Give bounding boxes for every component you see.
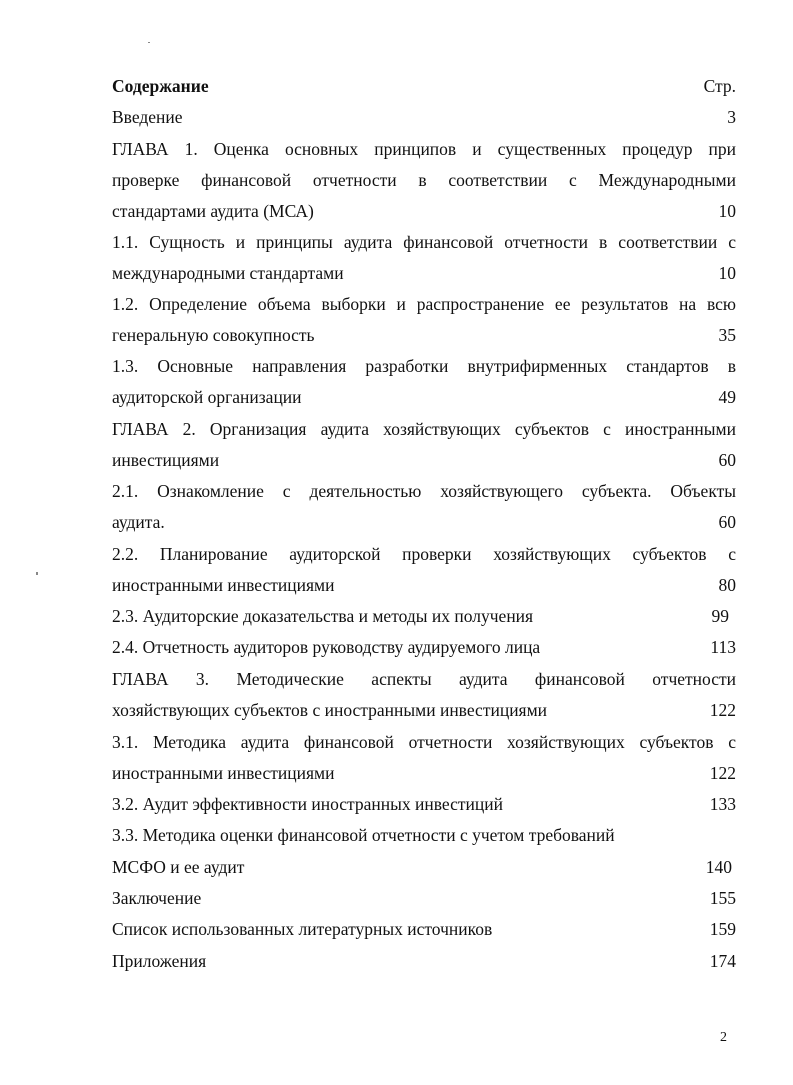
toc-entry-title: 3.3. Методика оценки финансовой отчетности с учетом требований — [112, 825, 615, 845]
toc-entry-page: 35 — [718, 325, 736, 345]
toc-entry-page: 99 — [711, 606, 729, 626]
toc-entry-chapter-1-line3 — [112, 200, 736, 222]
toc-entry-2-2-line2 — [112, 574, 736, 596]
toc-entry-page: 174 — [709, 951, 736, 971]
toc-entry-references — [112, 918, 736, 940]
page-number: 2 — [720, 1030, 727, 1045]
toc-header — [112, 75, 736, 97]
toc-entry-1-3-line2 — [112, 386, 736, 408]
toc-entry-page: 113 — [710, 637, 736, 657]
toc-entry-title: Приложения — [112, 951, 207, 971]
toc-entry-1-3-line1: 1.3. Основные направления разработки внутрифирменных стандартов в — [112, 356, 736, 376]
toc-entry-title: 3.2. Аудит эффективности иностранных инвестиций — [112, 794, 503, 814]
toc-entry-1-2-line1: 1.2. Определение объема выборки и распространение ее результатов на всю — [112, 294, 736, 314]
toc-entry-title: 2.3. Аудиторские доказательства и методы их получения — [112, 606, 534, 626]
toc-entry-page: 122 — [709, 763, 736, 783]
toc-entry-2-2-line1: 2.2. Планирование аудиторской проверки хозяйствующих субъектов с — [112, 544, 736, 564]
toc-entry-title: аудиторской организации — [112, 387, 302, 407]
toc-entry-page: 49 — [718, 387, 736, 407]
toc-heading: Содержание — [112, 76, 209, 96]
toc-entry-3-1-line1: 3.1. Методика аудита финансовой отчетности хозяйствующих субъектов с — [112, 732, 736, 752]
toc-entry-3-3-line2 — [112, 856, 736, 878]
toc-entry-title: 2.4. Отчетность аудиторов руководству аудируемого лица — [112, 637, 541, 657]
toc-entry-1-1-line1: 1.1. Сущность и принципы аудита финансовой отчетности в соответствии с — [112, 232, 736, 252]
toc-entry-title: Список использованных литературных источников — [112, 919, 493, 939]
toc-entry-page: 80 — [718, 575, 736, 595]
toc-entry-page: 10 — [718, 263, 736, 283]
toc-entry-page: 3 — [727, 107, 736, 127]
toc-entry-title: генеральную совокупность — [112, 325, 315, 345]
toc-entry-2-1-line1: 2.1. Ознакомление с деятельностью хозяйствующего субъекта. Объекты — [112, 481, 736, 501]
toc-entry-title: иностранными инвестициями — [112, 763, 335, 783]
toc-entry-2-3 — [112, 605, 736, 627]
scan-speck — [36, 572, 38, 575]
toc-entry-chapter-3-line1: ГЛАВА 3. Методические аспекты аудита финансовой отчетности — [112, 669, 736, 689]
toc-entry-2-1-line2 — [112, 511, 736, 533]
toc-entry-chapter-2-line1: ГЛАВА 2. Организация аудита хозяйствующих субъектов с иностранными — [112, 419, 736, 439]
toc-entry-3-2 — [112, 793, 736, 815]
toc-entry-title: международными стандартами — [112, 263, 344, 283]
toc-entry-chapter-2-line2 — [112, 449, 736, 471]
toc-entry-title: стандартами аудита (МСА) — [112, 201, 314, 221]
toc-entry-chapter-3-line2 — [112, 699, 736, 721]
toc-entry-1-1-line2 — [112, 262, 736, 284]
toc-entry-title: Введение — [112, 107, 183, 127]
toc-entry-conclusion — [112, 887, 736, 909]
page-column-label: Стр. — [703, 76, 736, 96]
toc-entry-chapter-1-line2: проверке финансовой отчетности в соответствии с Международными — [112, 170, 736, 190]
toc-entry-2-4 — [112, 636, 736, 658]
toc-entry-title: МСФО и ее аудит — [112, 857, 245, 877]
toc-entry-page: 159 — [709, 919, 736, 939]
toc-entry-page: 122 — [709, 700, 736, 720]
toc-entry-3-1-line2 — [112, 762, 736, 784]
toc-entry-title: инвестициями — [112, 450, 220, 470]
toc-entry-page: 10 — [718, 201, 736, 221]
toc-entry-title: аудита. — [112, 512, 165, 532]
toc-entry-page: 140 — [705, 857, 732, 877]
toc-entry-chapter-1-line1: ГЛАВА 1. Оценка основных принципов и существенных процедур при — [112, 139, 736, 159]
toc-entry-3-3-line1 — [112, 824, 736, 846]
toc-entry-page: 133 — [709, 794, 736, 814]
toc-entry-page: 60 — [718, 450, 736, 470]
toc-entry-1-2-line2 — [112, 324, 736, 346]
toc-entry-title: хозяйствующих субъектов с иностранными инвестициями — [112, 700, 548, 720]
toc-entry-title: Заключение — [112, 888, 202, 908]
scan-speck — [148, 42, 150, 43]
toc-entry-intro — [112, 106, 736, 128]
toc-entry-page: 60 — [718, 512, 736, 532]
toc-entry-title: иностранными инвестициями — [112, 575, 335, 595]
toc-entry-appendix — [112, 950, 736, 972]
toc-entry-page: 155 — [709, 888, 736, 908]
